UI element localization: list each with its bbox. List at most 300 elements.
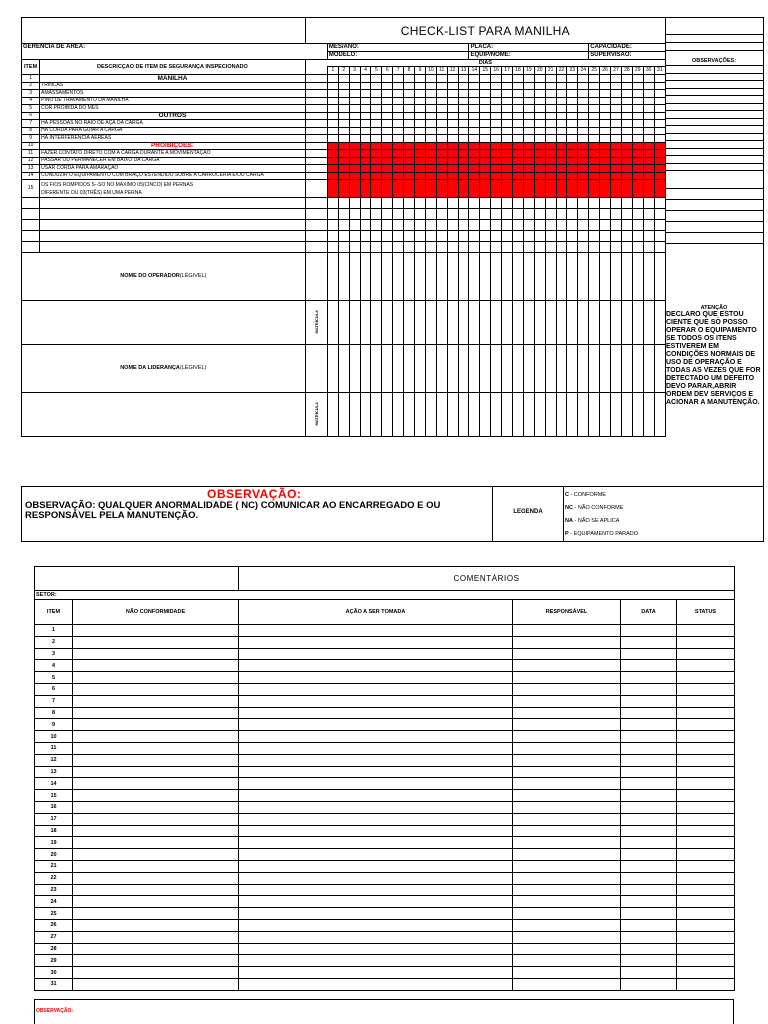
day-check-cell[interactable] <box>349 157 360 165</box>
day-check-cell[interactable] <box>393 112 404 120</box>
day-check-cell[interactable] <box>425 242 436 253</box>
day-check-cell[interactable] <box>523 112 534 120</box>
day-check-cell[interactable] <box>436 90 447 98</box>
day-check-cell[interactable] <box>436 172 447 180</box>
day-check-cell[interactable] <box>654 150 665 158</box>
day-check-cell[interactable] <box>360 180 371 198</box>
day-check-cell[interactable] <box>545 150 556 158</box>
day-check-cell[interactable] <box>404 231 415 242</box>
day-check-cell[interactable] <box>425 82 436 90</box>
day-check-cell[interactable] <box>338 198 349 209</box>
day-check-cell[interactable] <box>611 82 622 90</box>
matricula-cell[interactable] <box>621 301 632 345</box>
day-check-cell[interactable] <box>447 209 458 220</box>
day-check-cell[interactable] <box>436 157 447 165</box>
day-check-cell[interactable] <box>425 105 436 113</box>
matricula-cell[interactable] <box>436 393 447 437</box>
day-check-cell[interactable] <box>425 165 436 173</box>
day-check-cell[interactable] <box>600 142 611 150</box>
day-check-cell[interactable] <box>513 172 524 180</box>
signature-cell[interactable] <box>534 253 545 301</box>
day-check-cell[interactable] <box>393 150 404 158</box>
observacao-row[interactable] <box>665 74 763 82</box>
matricula-cell[interactable] <box>393 301 404 345</box>
signature-cell[interactable] <box>600 253 611 301</box>
day-check-cell[interactable] <box>611 142 622 150</box>
day-check-cell[interactable] <box>589 220 600 231</box>
day-check-cell[interactable] <box>360 242 371 253</box>
day-check-cell[interactable] <box>502 157 513 165</box>
day-check-cell[interactable] <box>491 135 502 143</box>
comment-nc-cell[interactable] <box>73 978 239 990</box>
capacidade-label[interactable]: CAPACIDADE: <box>589 44 666 52</box>
day-check-cell[interactable] <box>567 82 578 90</box>
day-check-cell[interactable] <box>578 231 589 242</box>
day-check-cell[interactable] <box>523 242 534 253</box>
signature-cell[interactable] <box>534 345 545 393</box>
signature-cell[interactable] <box>589 345 600 393</box>
day-check-cell[interactable] <box>360 75 371 83</box>
matricula-cell[interactable] <box>327 393 338 437</box>
day-check-cell[interactable] <box>523 209 534 220</box>
day-check-cell[interactable] <box>469 231 480 242</box>
day-check-cell[interactable] <box>632 135 643 143</box>
day-check-cell[interactable] <box>371 142 382 150</box>
comment-resp-cell[interactable] <box>513 754 621 766</box>
day-check-cell[interactable] <box>469 105 480 113</box>
comment-nc-cell[interactable] <box>73 695 239 707</box>
day-check-cell[interactable] <box>393 242 404 253</box>
comment-resp-cell[interactable] <box>513 766 621 778</box>
comment-resp-cell[interactable] <box>513 742 621 754</box>
day-check-cell[interactable] <box>589 82 600 90</box>
day-check-cell[interactable] <box>491 150 502 158</box>
signature-cell[interactable] <box>567 253 578 301</box>
day-check-cell[interactable] <box>491 97 502 105</box>
day-check-cell[interactable] <box>404 127 415 135</box>
observacao-row[interactable] <box>665 149 763 157</box>
day-check-cell[interactable] <box>578 150 589 158</box>
day-check-cell[interactable] <box>349 75 360 83</box>
day-check-cell[interactable] <box>458 135 469 143</box>
comment-nc-cell[interactable] <box>73 849 239 861</box>
day-check-cell[interactable] <box>458 142 469 150</box>
blank-description[interactable] <box>40 198 306 209</box>
day-check-cell[interactable] <box>611 198 622 209</box>
mes-ano-label[interactable]: MÊS/ANO: <box>327 44 469 52</box>
day-check-cell[interactable] <box>513 220 524 231</box>
day-check-cell[interactable] <box>589 157 600 165</box>
day-check-cell[interactable] <box>589 180 600 198</box>
day-check-cell[interactable] <box>654 97 665 105</box>
day-check-cell[interactable] <box>523 157 534 165</box>
day-check-cell[interactable] <box>654 75 665 83</box>
day-check-cell[interactable] <box>425 198 436 209</box>
comment-resp-cell[interactable] <box>513 648 621 660</box>
day-check-cell[interactable] <box>567 105 578 113</box>
day-check-cell[interactable] <box>589 150 600 158</box>
day-check-cell[interactable] <box>567 127 578 135</box>
day-check-cell[interactable] <box>502 220 513 231</box>
day-check-cell[interactable] <box>643 157 654 165</box>
day-check-cell[interactable] <box>415 198 426 209</box>
comment-nc-cell[interactable] <box>73 884 239 896</box>
day-check-cell[interactable] <box>534 90 545 98</box>
comment-acao-cell[interactable] <box>239 908 513 920</box>
comment-resp-cell[interactable] <box>513 625 621 637</box>
signature-cell[interactable] <box>654 345 665 393</box>
blank-description[interactable] <box>40 209 306 220</box>
day-check-cell[interactable] <box>382 97 393 105</box>
day-check-cell[interactable] <box>600 165 611 173</box>
comment-nc-cell[interactable] <box>73 683 239 695</box>
day-check-cell[interactable] <box>513 127 524 135</box>
matricula-cell[interactable] <box>611 393 622 437</box>
day-check-cell[interactable] <box>643 209 654 220</box>
day-check-cell[interactable] <box>545 82 556 90</box>
day-check-cell[interactable] <box>415 157 426 165</box>
comment-data-cell[interactable] <box>621 978 677 990</box>
day-check-cell[interactable] <box>556 198 567 209</box>
day-check-cell[interactable] <box>534 157 545 165</box>
day-check-cell[interactable] <box>425 75 436 83</box>
day-check-cell[interactable] <box>632 112 643 120</box>
day-check-cell[interactable] <box>567 209 578 220</box>
signature-cell[interactable] <box>458 253 469 301</box>
day-check-cell[interactable] <box>436 180 447 198</box>
day-check-cell[interactable] <box>491 165 502 173</box>
signature-cell[interactable] <box>611 345 622 393</box>
day-check-cell[interactable] <box>327 127 338 135</box>
day-check-cell[interactable] <box>523 120 534 128</box>
day-check-cell[interactable] <box>578 142 589 150</box>
day-check-cell[interactable] <box>349 135 360 143</box>
day-check-cell[interactable] <box>360 172 371 180</box>
matricula-cell[interactable] <box>578 393 589 437</box>
day-check-cell[interactable] <box>469 97 480 105</box>
comment-data-cell[interactable] <box>621 778 677 790</box>
day-check-cell[interactable] <box>643 82 654 90</box>
day-check-cell[interactable] <box>523 142 534 150</box>
day-check-cell[interactable] <box>513 157 524 165</box>
day-check-cell[interactable] <box>371 105 382 113</box>
day-check-cell[interactable] <box>611 209 622 220</box>
matricula-cell[interactable] <box>654 301 665 345</box>
signature-cell[interactable] <box>469 345 480 393</box>
day-check-cell[interactable] <box>600 220 611 231</box>
day-check-cell[interactable] <box>404 150 415 158</box>
comment-nc-cell[interactable] <box>73 707 239 719</box>
day-check-cell[interactable] <box>589 209 600 220</box>
matricula-cell[interactable] <box>327 301 338 345</box>
day-check-cell[interactable] <box>491 242 502 253</box>
day-check-cell[interactable] <box>447 82 458 90</box>
day-check-cell[interactable] <box>327 220 338 231</box>
day-check-cell[interactable] <box>523 127 534 135</box>
day-check-cell[interactable] <box>480 82 491 90</box>
day-check-cell[interactable] <box>469 242 480 253</box>
day-check-cell[interactable] <box>469 180 480 198</box>
day-check-cell[interactable] <box>643 172 654 180</box>
day-check-cell[interactable] <box>534 120 545 128</box>
day-check-cell[interactable] <box>567 135 578 143</box>
day-check-cell[interactable] <box>556 172 567 180</box>
comment-nc-cell[interactable] <box>73 648 239 660</box>
comment-data-cell[interactable] <box>621 731 677 743</box>
day-check-cell[interactable] <box>545 180 556 198</box>
day-check-cell[interactable] <box>502 97 513 105</box>
day-check-cell[interactable] <box>393 105 404 113</box>
day-check-cell[interactable] <box>360 97 371 105</box>
comment-status-cell[interactable] <box>677 978 735 990</box>
day-check-cell[interactable] <box>404 82 415 90</box>
day-check-cell[interactable] <box>491 112 502 120</box>
signature-cell[interactable] <box>513 345 524 393</box>
day-check-cell[interactable] <box>480 75 491 83</box>
matricula-cell[interactable] <box>513 393 524 437</box>
observacao-row[interactable] <box>665 111 763 119</box>
comment-acao-cell[interactable] <box>239 931 513 943</box>
day-check-cell[interactable] <box>643 180 654 198</box>
day-check-cell[interactable] <box>611 172 622 180</box>
day-check-cell[interactable] <box>643 120 654 128</box>
day-check-cell[interactable] <box>404 157 415 165</box>
day-check-cell[interactable] <box>393 97 404 105</box>
day-check-cell[interactable] <box>338 150 349 158</box>
day-check-cell[interactable] <box>523 90 534 98</box>
comment-resp-cell[interactable] <box>513 790 621 802</box>
day-check-cell[interactable] <box>491 180 502 198</box>
day-check-cell[interactable] <box>371 150 382 158</box>
signature-cell[interactable] <box>567 345 578 393</box>
blank-description[interactable] <box>40 231 306 242</box>
day-check-cell[interactable] <box>578 82 589 90</box>
day-check-cell[interactable] <box>425 172 436 180</box>
matricula-cell[interactable] <box>415 301 426 345</box>
day-check-cell[interactable] <box>578 112 589 120</box>
day-check-cell[interactable] <box>349 209 360 220</box>
matricula-cell[interactable] <box>654 393 665 437</box>
blank-description[interactable] <box>40 242 306 253</box>
day-check-cell[interactable] <box>415 105 426 113</box>
day-check-cell[interactable] <box>523 105 534 113</box>
day-check-cell[interactable] <box>458 105 469 113</box>
day-check-cell[interactable] <box>523 75 534 83</box>
day-check-cell[interactable] <box>654 172 665 180</box>
comment-resp-cell[interactable] <box>513 919 621 931</box>
day-check-cell[interactable] <box>480 105 491 113</box>
comment-status-cell[interactable] <box>677 849 735 861</box>
day-check-cell[interactable] <box>621 157 632 165</box>
comment-acao-cell[interactable] <box>239 636 513 648</box>
day-check-cell[interactable] <box>425 142 436 150</box>
day-check-cell[interactable] <box>545 220 556 231</box>
day-check-cell[interactable] <box>447 105 458 113</box>
day-check-cell[interactable] <box>371 75 382 83</box>
comment-status-cell[interactable] <box>677 683 735 695</box>
matricula-cell[interactable] <box>523 393 534 437</box>
day-check-cell[interactable] <box>327 105 338 113</box>
day-check-cell[interactable] <box>491 209 502 220</box>
day-check-cell[interactable] <box>600 209 611 220</box>
observacao-row[interactable] <box>665 164 763 172</box>
day-check-cell[interactable] <box>556 220 567 231</box>
day-check-cell[interactable] <box>621 120 632 128</box>
comment-resp-cell[interactable] <box>513 731 621 743</box>
day-check-cell[interactable] <box>502 135 513 143</box>
day-check-cell[interactable] <box>415 97 426 105</box>
day-check-cell[interactable] <box>578 198 589 209</box>
day-check-cell[interactable] <box>382 90 393 98</box>
day-check-cell[interactable] <box>447 120 458 128</box>
comment-resp-cell[interactable] <box>513 660 621 672</box>
day-check-cell[interactable] <box>371 135 382 143</box>
signature-cell[interactable] <box>382 253 393 301</box>
day-check-cell[interactable] <box>436 220 447 231</box>
observacao-row[interactable] <box>665 222 763 233</box>
comment-nc-cell[interactable] <box>73 955 239 967</box>
day-check-cell[interactable] <box>621 142 632 150</box>
day-check-cell[interactable] <box>327 97 338 105</box>
day-check-cell[interactable] <box>360 120 371 128</box>
comment-acao-cell[interactable] <box>239 731 513 743</box>
comment-data-cell[interactable] <box>621 967 677 979</box>
comment-nc-cell[interactable] <box>73 931 239 943</box>
comment-status-cell[interactable] <box>677 754 735 766</box>
day-check-cell[interactable] <box>382 209 393 220</box>
day-check-cell[interactable] <box>589 112 600 120</box>
observacao-row[interactable] <box>665 104 763 112</box>
signature-cell[interactable] <box>480 345 491 393</box>
day-check-cell[interactable] <box>327 135 338 143</box>
day-check-cell[interactable] <box>491 142 502 150</box>
comment-nc-cell[interactable] <box>73 731 239 743</box>
matricula-cell[interactable] <box>480 301 491 345</box>
day-check-cell[interactable] <box>436 127 447 135</box>
day-check-cell[interactable] <box>534 220 545 231</box>
day-check-cell[interactable] <box>491 220 502 231</box>
comment-resp-cell[interactable] <box>513 837 621 849</box>
comment-data-cell[interactable] <box>621 896 677 908</box>
comment-data-cell[interactable] <box>621 754 677 766</box>
day-check-cell[interactable] <box>502 209 513 220</box>
signature-cell[interactable] <box>600 345 611 393</box>
day-check-cell[interactable] <box>545 142 556 150</box>
day-check-cell[interactable] <box>404 112 415 120</box>
day-check-cell[interactable] <box>513 112 524 120</box>
day-check-cell[interactable] <box>600 231 611 242</box>
comment-data-cell[interactable] <box>621 648 677 660</box>
comment-data-cell[interactable] <box>621 790 677 802</box>
matricula-cell[interactable] <box>469 393 480 437</box>
day-check-cell[interactable] <box>632 90 643 98</box>
day-check-cell[interactable] <box>491 172 502 180</box>
day-check-cell[interactable] <box>447 198 458 209</box>
day-check-cell[interactable] <box>567 120 578 128</box>
day-check-cell[interactable] <box>502 127 513 135</box>
day-check-cell[interactable] <box>491 90 502 98</box>
comment-nc-cell[interactable] <box>73 790 239 802</box>
day-check-cell[interactable] <box>415 135 426 143</box>
day-check-cell[interactable] <box>327 150 338 158</box>
day-check-cell[interactable] <box>556 209 567 220</box>
day-check-cell[interactable] <box>556 105 567 113</box>
day-check-cell[interactable] <box>447 172 458 180</box>
day-check-cell[interactable] <box>371 231 382 242</box>
day-check-cell[interactable] <box>447 165 458 173</box>
matricula-cell[interactable] <box>382 393 393 437</box>
day-check-cell[interactable] <box>556 242 567 253</box>
day-check-cell[interactable] <box>436 165 447 173</box>
signature-cell[interactable] <box>578 253 589 301</box>
comment-data-cell[interactable] <box>621 849 677 861</box>
comment-data-cell[interactable] <box>621 825 677 837</box>
day-check-cell[interactable] <box>556 231 567 242</box>
day-check-cell[interactable] <box>556 135 567 143</box>
matricula-cell[interactable] <box>589 301 600 345</box>
day-check-cell[interactable] <box>589 172 600 180</box>
day-check-cell[interactable] <box>556 90 567 98</box>
day-check-cell[interactable] <box>382 165 393 173</box>
day-check-cell[interactable] <box>589 75 600 83</box>
comment-status-cell[interactable] <box>677 801 735 813</box>
day-check-cell[interactable] <box>480 180 491 198</box>
day-check-cell[interactable] <box>578 135 589 143</box>
comment-nc-cell[interactable] <box>73 919 239 931</box>
comment-resp-cell[interactable] <box>513 860 621 872</box>
supervisao-value[interactable] <box>665 43 763 51</box>
day-check-cell[interactable] <box>611 90 622 98</box>
observacao-row[interactable] <box>665 200 763 211</box>
day-check-cell[interactable] <box>502 82 513 90</box>
day-check-cell[interactable] <box>534 135 545 143</box>
day-check-cell[interactable] <box>425 150 436 158</box>
day-check-cell[interactable] <box>523 220 534 231</box>
day-check-cell[interactable] <box>338 112 349 120</box>
day-check-cell[interactable] <box>578 127 589 135</box>
day-check-cell[interactable] <box>545 198 556 209</box>
day-check-cell[interactable] <box>436 209 447 220</box>
day-check-cell[interactable] <box>611 220 622 231</box>
day-check-cell[interactable] <box>556 165 567 173</box>
day-check-cell[interactable] <box>458 231 469 242</box>
day-check-cell[interactable] <box>621 180 632 198</box>
comment-nc-cell[interactable] <box>73 660 239 672</box>
day-check-cell[interactable] <box>349 165 360 173</box>
day-check-cell[interactable] <box>436 105 447 113</box>
day-check-cell[interactable] <box>523 97 534 105</box>
comment-status-cell[interactable] <box>677 943 735 955</box>
day-check-cell[interactable] <box>393 90 404 98</box>
day-check-cell[interactable] <box>436 150 447 158</box>
day-check-cell[interactable] <box>425 157 436 165</box>
comment-acao-cell[interactable] <box>239 813 513 825</box>
signature-cell[interactable] <box>327 253 338 301</box>
matricula-cell[interactable] <box>436 301 447 345</box>
comment-data-cell[interactable] <box>621 931 677 943</box>
observacao-row[interactable] <box>665 189 763 200</box>
comment-status-cell[interactable] <box>677 967 735 979</box>
signature-cell[interactable] <box>458 345 469 393</box>
day-check-cell[interactable] <box>643 105 654 113</box>
comment-data-cell[interactable] <box>621 625 677 637</box>
day-check-cell[interactable] <box>360 165 371 173</box>
observacao-row[interactable] <box>665 96 763 104</box>
day-check-cell[interactable] <box>349 127 360 135</box>
comment-resp-cell[interactable] <box>513 872 621 884</box>
day-check-cell[interactable] <box>327 198 338 209</box>
day-check-cell[interactable] <box>632 150 643 158</box>
